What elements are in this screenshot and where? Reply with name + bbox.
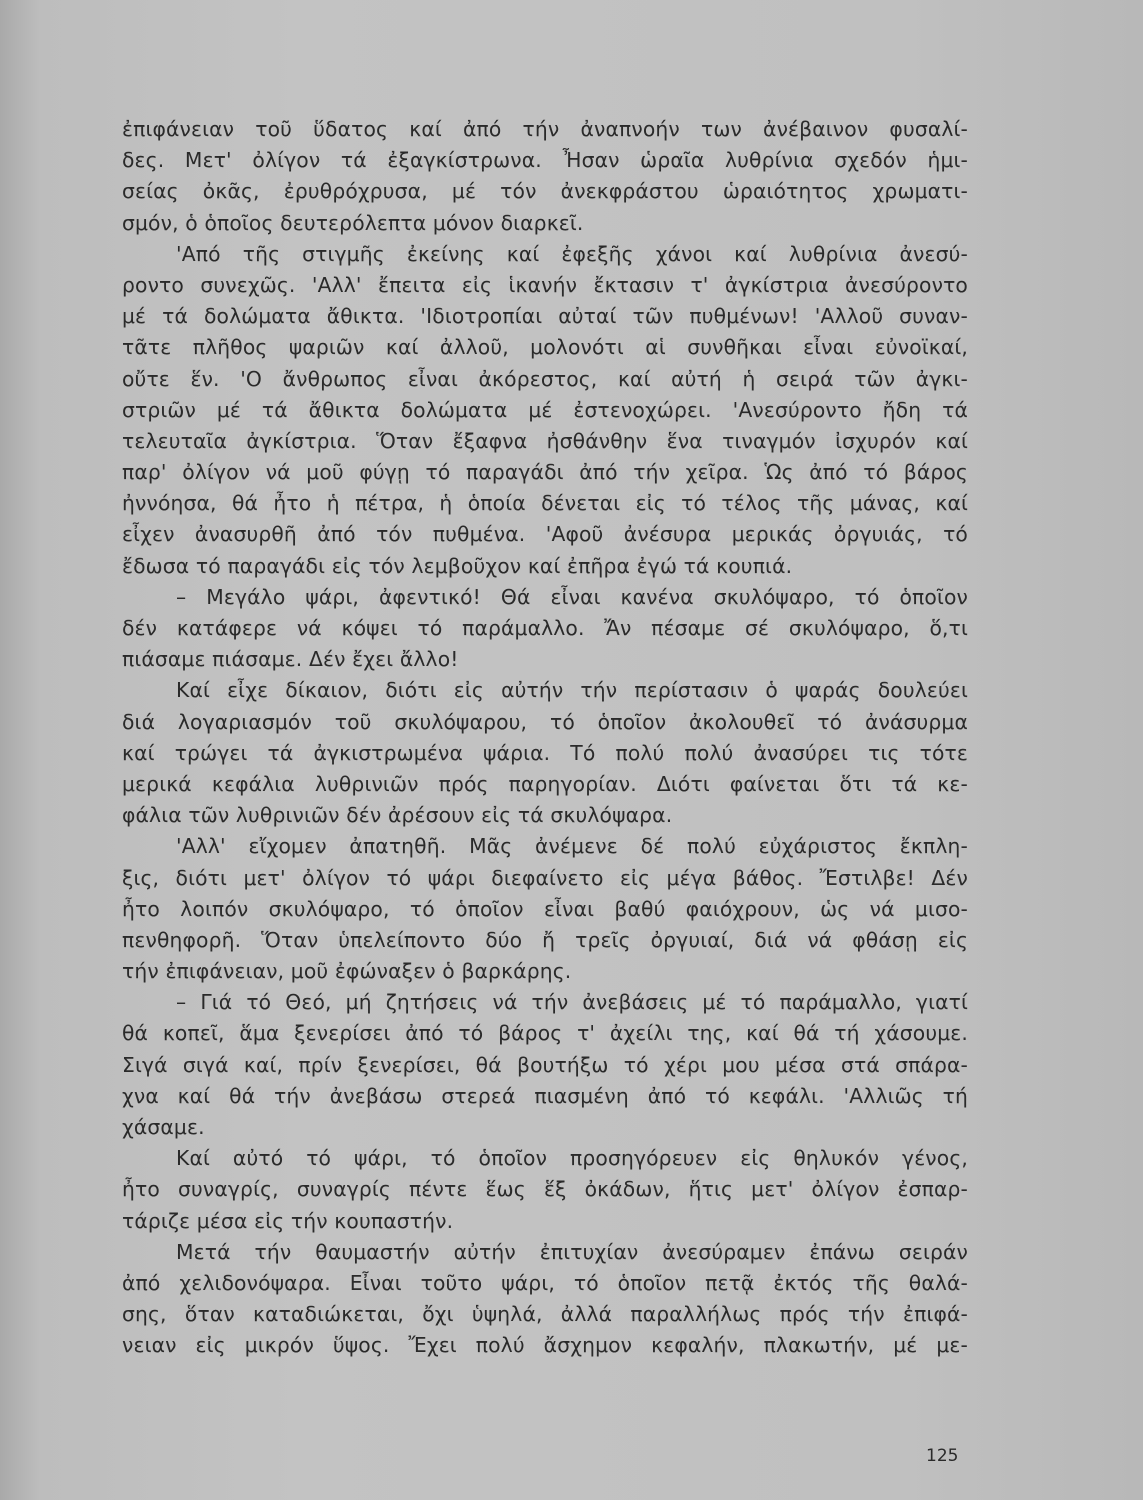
text-line: παρ' ὀλίγον νά μοῦ φύγῃ τό παραγάδι ἀπό τήν χεῖρα. Ὡς ἀπό τό βάρος [122,460,968,485]
text-line: Σιγά σιγά καί, πρίν ξενερίσει, θά βουτήξω τό χέρι μου μέσα στά σπάρα- [122,1052,968,1077]
text-line: Καί εἶχε δίκαιον, διότι εἰς αὐτήν τήν περίστασιν ὁ ψαράς δουλεύει [176,678,968,703]
body-text [122,114,968,1362]
text-line: τάριζε μέσα εἰς τήν κουπαστήν. [122,1208,454,1233]
text-line: στριῶν μέ τά ἄθικτα δολώματα μέ ἐστενοχώρει. 'Ανεσύροντο ἤδη τά [122,397,968,422]
text-line: – Μεγάλο ψάρι, ἀφεντικό! Θά εἶναι κανένα σκυλόψαρο, τό ὁποῖον [176,584,968,609]
text-line: ἐπιφάνειαν τοῦ ὕδατος καί ἀπό τήν ἀναπνοήν των ἀνέβαινον φυσαλί- [122,117,968,141]
text-line: πιάσαμε πιάσαμε. Δέν ἔχει ἄλλο! [122,647,459,672]
text-line: Καί αὐτό τό ψάρι, τό ὁποῖον προσηγόρευεν εἰς θηλυκόν γένος, [176,1146,968,1171]
text-line: οὔτε ἕν. 'Ο ἄνθρωπος εἶναι ἀκόρεστος, καί αὐτή ἡ σειρά τῶν ἀγκι- [122,366,968,391]
text-line: τήν ἐπιφάνειαν, μοῦ ἐφώναξεν ὁ βαρκάρης. [122,959,572,984]
text-line: ἀπό χελιδονόψαρα. Εἶναι τοῦτο ψάρι, τό ὁποῖον πετᾷ ἐκτός τῆς θαλά- [122,1270,968,1295]
text-line: 'Αλλ' εἴχομεν ἀπατηθῆ. Μᾶς ἀνέμενε δέ πολύ εὐχάριστος ἔκπλη- [176,834,968,859]
text-line: σης, ὅταν καταδιώκεται, ὄχι ὑψηλά, ἀλλά παραλλήλως πρός τήν ἐπιφά- [122,1302,968,1327]
text-line: καί τρώγει τά ἀγκιστρωμένα ψάρια. Τό πολύ πολύ ἀνασύρει τις τότε [122,740,968,765]
text-line: πενθηφορῆ. Ὅταν ὑπελείποντο δύο ἤ τρεῖς ὀργυιαί, διά νά φθάσῃ εἰς [122,927,968,952]
text-line: χνα καί θά τήν ἀνεβάσω στερεά πιασμένη ἀπό τό κεφάλι. 'Αλλιῶς τή [122,1083,968,1108]
text-line: δέν κατάφερε νά κόψει τό παράμαλλο. Ἄν πέσαμε σέ σκυλόψαρο, ὅ,τι [122,616,968,640]
text-line: ἦτο συναγρίς, συναγρίς πέντε ἕως ἕξ ὀκάδων, ἥτις μετ' ὀλίγον ἐσπαρ- [122,1177,968,1202]
text-line: φάλια τῶν λυθρινιῶν δέν ἀρέσουν εἰς τά σκυλόψαρα. [122,803,673,828]
page-number: 125 [926,1446,959,1466]
text-line: 'Από τῆς στιγμῆς ἐκείνης καί ἐφεξῆς χάνοι καί λυθρίνια ἀνεσύ- [176,241,968,266]
text-line: εἶχεν ἀνασυρθῆ ἀπό τόν πυθμένα. 'Αφοῦ ἀνέσυρα μερικάς ὀργυιάς, τό [122,522,968,547]
text-line: ροντο συνεχῶς. 'Αλλ' ἔπειτα εἰς ἱκανήν ἔκτασιν τ' ἀγκίστρια ἀνεσύροντο [122,272,968,297]
text-line: δες. Μετ' ὀλίγον τά ἐξαγκίστρωνα. Ἦσαν ὡραῖα λυθρίνια σχεδόν ἡμι- [122,148,968,173]
text-line: νειαν εἰς μικρόν ὕψος. Ἔχει πολύ ἄσχημον κεφαλήν, πλακωτήν, μέ με- [122,1333,968,1358]
text-line: τελευταῖα ἀγκίστρια. Ὅταν ἔξαφνα ἠσθάνθην ἕνα τιναγμόν ἰσχυρόν καί [122,428,968,453]
text-line: μερικά κεφάλια λυθρινιῶν πρός παρηγορίαν. Διότι φαίνεται ὅτι τά κε- [122,771,968,796]
text-line: μέ τά δολώματα ἄθικτα. 'Ιδιοτροπίαι αὐταί τῶν πυθμένων! 'Αλλοῦ συναν- [122,304,968,329]
text-line: – Γιά τό Θεό, μή ζητήσεις νά τήν ἀνεβάσεις μέ τό παράμαλλο, γιατί [176,990,968,1015]
text-line: ἠννόησα, θά ἦτο ἡ πέτρα, ἡ ὁποία δένεται εἰς τό τέλος τῆς μάνας, καί [122,491,968,516]
text-line: σμόν, ὁ ὁποῖος δευτερόλεπτα μόνον διαρκεῖ. [122,210,584,235]
text-line: ξις, διότι μετ' ὀλίγον τό ψάρι διεφαίνετο εἰς μέγα βάθος. Ἔστιλβε! Δέν [122,865,968,890]
text-line: διά λογαριασμόν τοῦ σκυλόψαρου, τό ὁποῖον ἀκολουθεῖ τό ἀνάσυρμα [122,709,968,734]
text-line: ἦτο λοιπόν σκυλόψαρο, τό ὁποῖον εἶναι βαθύ φαιόχρουν, ὡς νά μισο- [122,896,968,921]
text-line: θά κοπεῖ, ἅμα ξενερίσει ἀπό τό βάρος τ' ἀχείλι της, καί θά τή χάσουμε. [122,1021,968,1046]
text-line: χάσαμε. [122,1115,205,1139]
text-line: τᾶτε πλῆθος ψαριῶν καί ἀλλοῦ, μολονότι αἱ συνθῆκαι εἶναι εὐνοϊκαί, [122,335,968,360]
text-line: ἔδωσα τό παραγάδι εἰς τόν λεμβοῦχον καί ἐπῆρα ἐγώ τά κουπιά. [122,553,793,578]
text-line: Μετά τήν θαυμαστήν αὐτήν ἐπιτυχίαν ἀνεσύραμεν ἐπάνω σειράν [176,1239,968,1264]
text-line: σείας ὀκᾶς, ἐρυθρόχρυσα, μέ τόν ἀνεκφράστου ὡραιότητος χρωματι- [122,179,968,204]
